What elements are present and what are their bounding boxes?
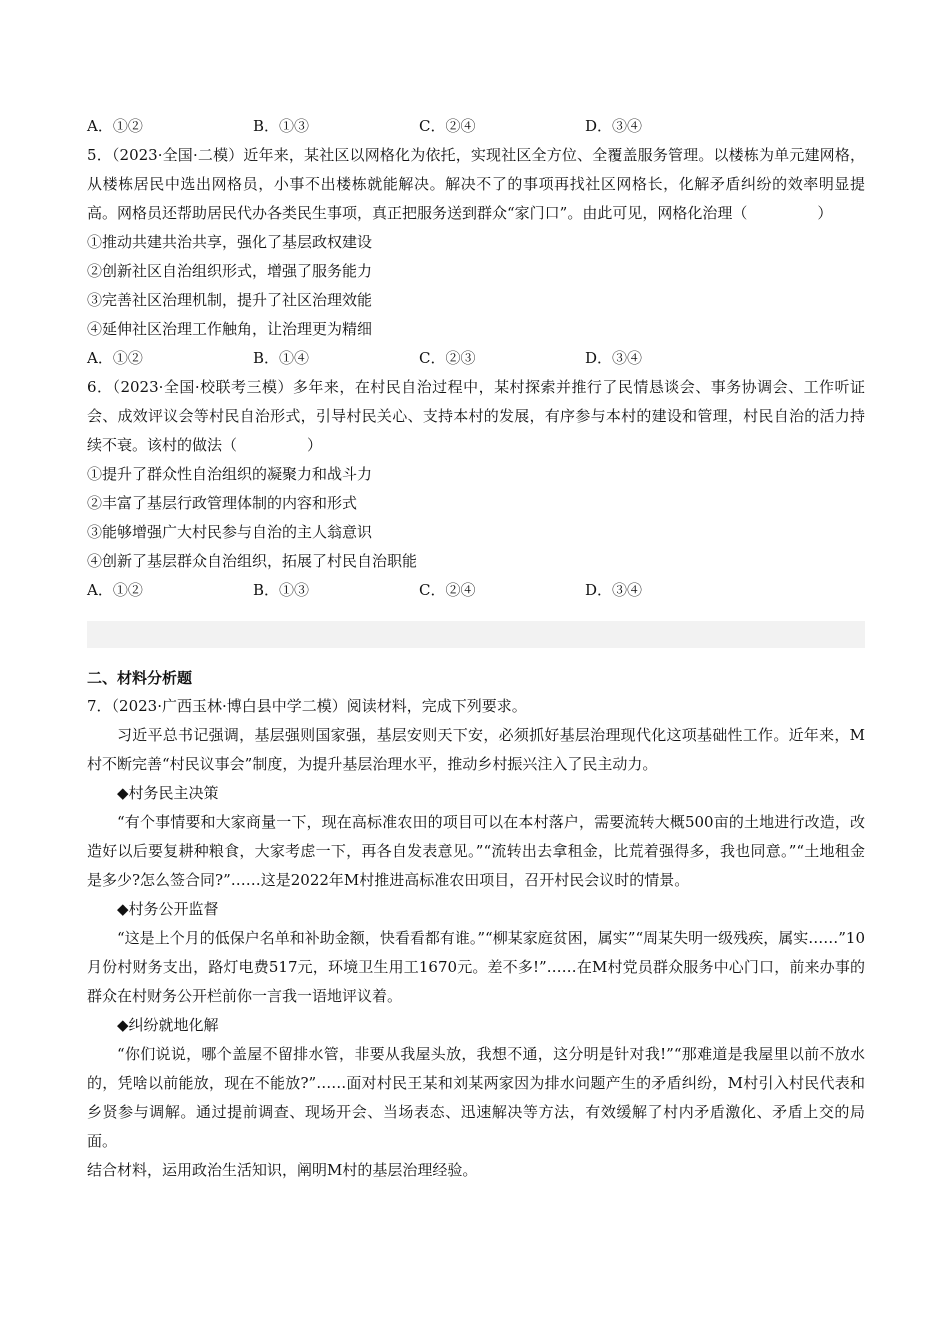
section-title: 二、材料分析题 <box>87 669 193 687</box>
material-heading-3: ◆纠纷就地化解 <box>117 1016 219 1034</box>
q6-option-c: C．②④ <box>419 581 476 599</box>
q4-option-b: B．①③ <box>253 117 310 135</box>
q6-choice-3: ③能够增强广大村民参与自治的主人翁意识 <box>87 523 373 541</box>
q6-option-d: D．③④ <box>585 581 643 599</box>
q6-choice-1: ①提升了群众性自治组织的凝聚力和战斗力 <box>87 465 373 483</box>
q5-choice-4: ④延伸社区治理工作触角，让治理更为精细 <box>87 320 373 338</box>
q4-option-a: A．①② <box>87 117 143 135</box>
q5-option-b: B．①④ <box>253 349 310 367</box>
material-heading-1: ◆村务民主决策 <box>117 784 219 802</box>
q5-option-d: D．③④ <box>585 349 643 367</box>
material-intro: 习近平总书记强调，基层强则国家强，基层安则天下安，必须抓好基层治理现代化这项基础性工作。近年来，M村不断完善“村民议事会”制度，为提升基层治理水平，推动乡村振兴注入了民主动力。 <box>87 726 865 773</box>
q6-choice-2: ②丰富了基层行政管理体制的内容和形式 <box>87 494 358 512</box>
q7-stem: 7．（2023·广西玉林·博白县中学二模）阅读材料，完成下列要求。 <box>87 697 527 715</box>
q5-stem: 5．（2023·全国·二模）近年来，某社区以网格化为依托，实现社区全方位、全覆盖服务管理。以楼栋为单元建网格，从楼栋居民中选出网格员，小事不出楼栋就能解决。解决不了的事项再找社区网格长，化解矛盾纠纷的效率明显提高。网格员还帮助居民代办各类民生事项，真正把服务送到群众“家门口”。由此可见，网格化治理（ ） <box>87 146 865 222</box>
q6-options <box>87 576 865 605</box>
material-paragraph-2: “这是上个月的低保户名单和补助金额，快看看都有谁。”“柳某家庭贫困，属实”“周某失明一级残疾，属实……”10月份村财务支出，路灯电费517元，环境卫生用工1670元。差不多!”……在M村党员群众服务中心门口，前来办事的群众在村财务公开栏前你一言我一语地评议着。 <box>87 929 865 1005</box>
q5-choice-2: ②创新社区自治组织形式，增强了服务能力 <box>87 262 373 280</box>
q6-option-b: B．①③ <box>253 581 310 599</box>
q4-option-d: D．③④ <box>585 117 643 135</box>
q6-stem: 6．（2023·全国·校联考三模）多年来，在村民自治过程中，某村探索并推行了民情恳谈会、事务协调会、工作听证会、成效评议会等村民自治形式，引导村民关心、支持本村的发展，有序参与本村的建设和管理，村民自治的活力持续不衰。该村的做法（ ） <box>87 378 865 454</box>
q6-choice-4: ④创新了基层群众自治组织，拓展了村民自治职能 <box>87 552 418 570</box>
q5-choice-3: ③完善社区治理机制，提升了社区治理效能 <box>87 291 373 309</box>
q5-option-a: A．①② <box>87 349 143 367</box>
q5-choice-1: ①推动共建共治共享，强化了基层政权建设 <box>87 233 373 251</box>
document-page <box>87 112 865 1185</box>
material-paragraph-1: “有个事情要和大家商量一下，现在高标准农田的项目可以在本村落户，需要流转大概500亩的土地进行改造，改造好以后要复耕种粮食，大家考虑一下，再各自发表意见。”“流转出去拿租金，比荒着强得多，我也同意。”“土地租金是多少?怎么签合同?”……这是2022年M村推进高标准农田项目，召开村民会议时的情景。 <box>87 813 865 889</box>
q7-task: 结合材料，运用政治生活知识，阐明M村的基层治理经验。 <box>87 1161 478 1179</box>
q6-option-a: A．①② <box>87 581 143 599</box>
q5-options <box>87 344 865 373</box>
q4-option-c: C．②④ <box>419 117 476 135</box>
material-heading-2: ◆村务公开监督 <box>117 900 219 918</box>
material-paragraph-3: “你们说说，哪个盖屋不留排水管，非要从我屋头放，我想不通，这分明是针对我!”“那难道是我屋里以前不放水的，凭啥以前能放，现在不能放?”……面对村民王某和刘某两家因为排水问题产生的矛盾纠纷，M村引入村民代表和乡贤参与调解。通过提前调查、现场开会、当场表态、迅速解决等方法，有效缓解了村内矛盾激化、矛盾上交的局面。 <box>87 1045 865 1150</box>
q4-options <box>87 112 865 141</box>
section-divider-bar <box>87 621 865 648</box>
q5-option-c: C．②③ <box>419 349 476 367</box>
